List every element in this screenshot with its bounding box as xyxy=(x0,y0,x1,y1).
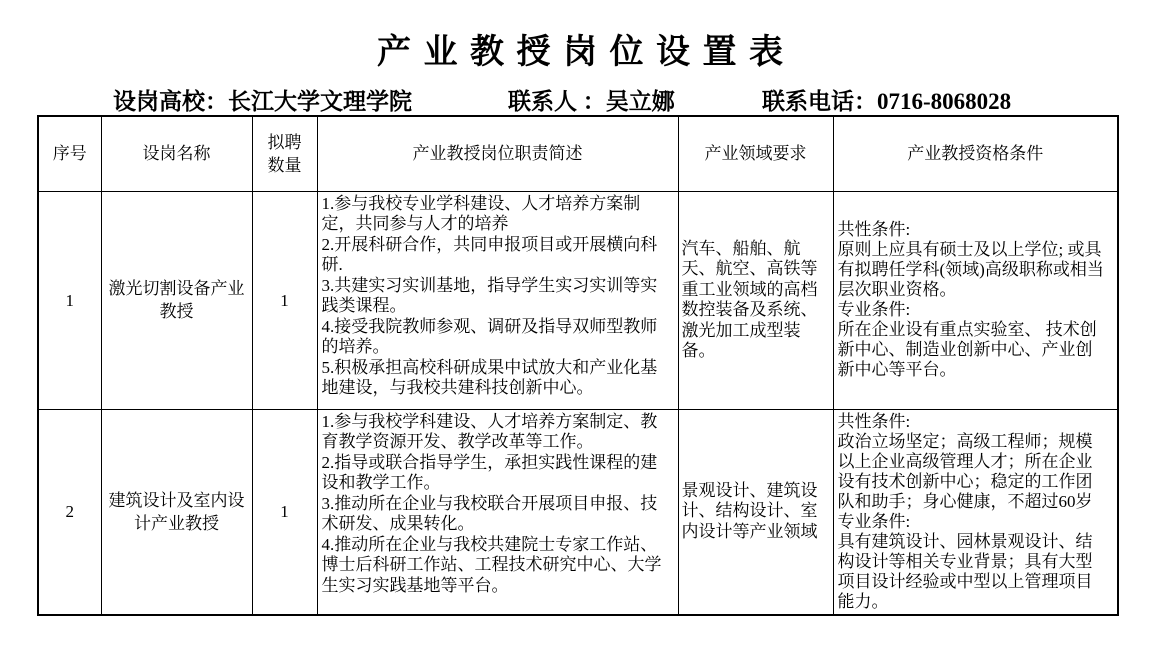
text-line: 共性条件: xyxy=(837,411,911,431)
header-industry-field: 产业领域要求 xyxy=(678,116,833,191)
text-line: 5.积极承担高校科研成果中试放大和产业化基地建设，与我校共建科技创新中心。 xyxy=(321,357,658,397)
header-position-name: 设岗名称 xyxy=(101,116,252,191)
text-line: 1.参与我校专业学科建设、人才培养方案制定，共同参与人才的培养 xyxy=(321,193,641,233)
text-line: 3.推动所在企业与我校联合开展项目申报、技术研发、成果转化。 xyxy=(321,493,658,533)
text-line: 专业条件: xyxy=(837,300,911,319)
header-seq: 序号 xyxy=(38,116,101,191)
cell-qualifications xyxy=(833,191,1118,409)
cell-duties xyxy=(317,191,678,409)
position-table xyxy=(37,115,1119,616)
header-duties: 产业教授岗位职责简述 xyxy=(317,116,678,191)
cell-qualifications xyxy=(833,409,1118,615)
contact-phone-field: 联系电话：0716-8068028 xyxy=(762,89,1012,114)
text-line: 2.指导或联合指导学生，承担实践性课程的建设和教学工作。 xyxy=(321,452,658,492)
cell-industry-field: 景观设计、建筑设计、结构设计、室内设计等产业领域 xyxy=(678,409,833,615)
cell-position-name: 建筑设计及室内设计产业教授 xyxy=(101,409,252,615)
cell-hire-count: 1 xyxy=(252,191,317,409)
text-line: 专业条件: xyxy=(837,511,911,531)
cell-seq: 1 xyxy=(38,191,101,409)
page-title: 产 业 教 授 岗 位 设 置 表 xyxy=(377,34,785,71)
table-row xyxy=(38,191,1118,409)
cell-seq: 2 xyxy=(38,409,101,615)
cell-position-name: 激光切割设备产业教授 xyxy=(101,191,252,409)
text-line: 政治立场坚定；高级工程师；规模以上企业高级管理人才；所在企业设有技术创新中心；稳定的工作团队和助手；身心健康，不超过60岁 xyxy=(837,431,1093,511)
text-line: 4.推动所在企业与我校共建院士专家工作站、博士后科研工作站、工程技术研究中心、大学生实习实践基地等平台。 xyxy=(321,534,662,595)
cell-duties xyxy=(317,409,678,615)
table-row xyxy=(38,409,1118,615)
cell-hire-count: 1 xyxy=(252,409,317,615)
text-line: 4.接受我院教师参观、调研及指导双师型教师的培养。 xyxy=(321,316,658,356)
text-line: 共性条件: xyxy=(837,220,911,239)
text-line: 3.共建实习实训基地，指导学生实习实训等实践类课程。 xyxy=(321,275,658,315)
school-field: 设岗高校：长江大学文理学院 xyxy=(113,89,412,114)
text-line: 所在企业设有重点实验室、 技术创新中心、制造业创新中心、产业创新中心等平台。 xyxy=(837,320,1097,379)
text-line: 1.参与我校学科建设、人才培养方案制定、教育教学资源开发、教学改革等工作。 xyxy=(321,411,658,451)
info-line xyxy=(0,83,1162,113)
text-line: 具有建筑设计、园林景观设计、结构设计等相关专业背景；具有大型项目设计经验或中型以上管理项目能力。 xyxy=(837,531,1093,611)
cell-industry-field: 汽车、船舶、航天、航空、高铁等重工业领域的高档数控装备及系统、激光加工成型装备。 xyxy=(678,191,833,409)
contact-person-field: 联系人 ：吴立娜 xyxy=(508,89,675,114)
header-qualifications: 产业教授资格条件 xyxy=(833,116,1118,191)
header-hire-count: 拟聘数量 xyxy=(252,116,317,191)
text-line: 2.开展科研合作，共同申报项目或开展横向科研. xyxy=(321,234,658,274)
table-header-row xyxy=(38,116,1118,191)
text-line: 原则上应具有硕士及以上学位; 或具有拟聘任学科(领域)高级职称或相当层次职业资格。 xyxy=(837,240,1104,299)
